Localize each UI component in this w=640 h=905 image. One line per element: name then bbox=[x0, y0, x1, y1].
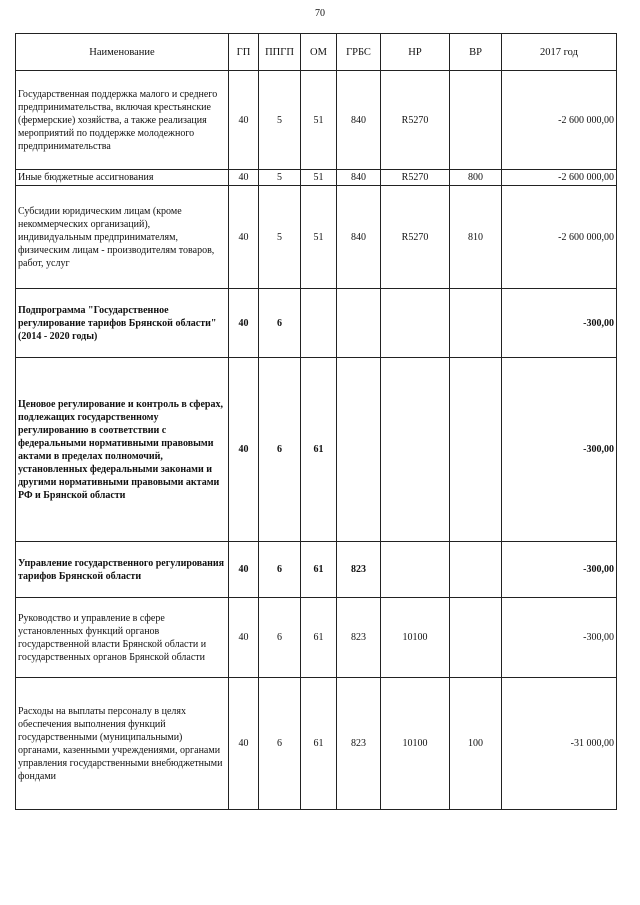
row-nr: R5270 bbox=[381, 186, 450, 289]
row-grbs: 823 bbox=[337, 678, 381, 810]
row-amount: -300,00 bbox=[502, 358, 617, 542]
table-row bbox=[16, 678, 617, 810]
row-vr bbox=[450, 71, 502, 170]
row-om: 51 bbox=[301, 71, 337, 170]
row-ppgp: 6 bbox=[259, 678, 301, 810]
header-ppgp: ППГП bbox=[259, 34, 301, 71]
row-name: Иные бюджетные ассигнования bbox=[16, 170, 229, 186]
row-gp: 40 bbox=[229, 598, 259, 678]
row-amount: -31 000,00 bbox=[502, 678, 617, 810]
header-amount: 2017 год bbox=[502, 34, 617, 71]
row-name: Ценовое регулирование и контроль в сферах, подлежащих государственному регулированию в соответствии с федеральными нормативными правовыми актами в пределах полномочий, установленных федеральными законами и другими нормативными правовыми актами РФ и Брянской области bbox=[16, 358, 229, 542]
row-vr bbox=[450, 358, 502, 542]
table-row bbox=[16, 289, 617, 358]
row-name: Подпрограмма "Государственное регулирование тарифов Брянской области" (2014 - 2020 годы) bbox=[16, 289, 229, 358]
row-grbs: 823 bbox=[337, 598, 381, 678]
header-nr: НР bbox=[381, 34, 450, 71]
row-gp: 40 bbox=[229, 678, 259, 810]
row-ppgp: 6 bbox=[259, 358, 301, 542]
row-vr bbox=[450, 289, 502, 358]
row-gp: 40 bbox=[229, 542, 259, 598]
row-om: 51 bbox=[301, 170, 337, 186]
row-ppgp: 6 bbox=[259, 289, 301, 358]
table-row bbox=[16, 358, 617, 542]
row-nr: R5270 bbox=[381, 71, 450, 170]
table-row bbox=[16, 598, 617, 678]
row-ppgp: 6 bbox=[259, 598, 301, 678]
row-amount: -300,00 bbox=[502, 542, 617, 598]
row-vr: 100 bbox=[450, 678, 502, 810]
row-ppgp: 5 bbox=[259, 71, 301, 170]
row-gp: 40 bbox=[229, 289, 259, 358]
header-row bbox=[16, 34, 617, 71]
page-number: 70 bbox=[315, 8, 325, 19]
row-gp: 40 bbox=[229, 170, 259, 186]
row-nr: R5270 bbox=[381, 170, 450, 186]
row-grbs: 840 bbox=[337, 186, 381, 289]
row-name: Расходы на выплаты персоналу в целях обеспечения выполнения функций государственными (муниципальными) органами, казенными учреждениями, органами управления государственными внебюджетными фондами bbox=[16, 678, 229, 810]
header-om: ОМ bbox=[301, 34, 337, 71]
row-amount: -300,00 bbox=[502, 289, 617, 358]
row-om: 61 bbox=[301, 598, 337, 678]
table-row bbox=[16, 186, 617, 289]
row-grbs: 840 bbox=[337, 170, 381, 186]
budget-table bbox=[15, 33, 617, 810]
row-nr: 10100 bbox=[381, 598, 450, 678]
row-nr: 10100 bbox=[381, 678, 450, 810]
row-grbs bbox=[337, 289, 381, 358]
header-vr: ВР bbox=[450, 34, 502, 71]
row-gp: 40 bbox=[229, 358, 259, 542]
row-amount: -300,00 bbox=[502, 598, 617, 678]
row-name: Руководство и управление в сфере установленных функций органов государственной власти Брянской области и государственных органов Брянской области bbox=[16, 598, 229, 678]
row-nr bbox=[381, 289, 450, 358]
row-name: Государственная поддержка малого и среднего предпринимательства, включая крестьянские (фермерские) хозяйства, а также реализация мероприятий по поддержке молодежного предпринимательства bbox=[16, 71, 229, 170]
row-vr bbox=[450, 598, 502, 678]
row-amount: -2 600 000,00 bbox=[502, 186, 617, 289]
row-gp: 40 bbox=[229, 71, 259, 170]
row-om: 61 bbox=[301, 542, 337, 598]
row-vr bbox=[450, 542, 502, 598]
row-vr: 810 bbox=[450, 186, 502, 289]
row-amount: -2 600 000,00 bbox=[502, 71, 617, 170]
row-ppgp: 5 bbox=[259, 170, 301, 186]
table-row bbox=[16, 71, 617, 170]
row-gp: 40 bbox=[229, 186, 259, 289]
row-amount: -2 600 000,00 bbox=[502, 170, 617, 186]
row-grbs bbox=[337, 358, 381, 542]
row-om bbox=[301, 289, 337, 358]
table-row bbox=[16, 170, 617, 186]
row-grbs: 823 bbox=[337, 542, 381, 598]
header-gp: ГП bbox=[229, 34, 259, 71]
row-om: 51 bbox=[301, 186, 337, 289]
row-ppgp: 6 bbox=[259, 542, 301, 598]
row-name: Управление государственного регулирования тарифов Брянской области bbox=[16, 542, 229, 598]
row-grbs: 840 bbox=[337, 71, 381, 170]
row-om: 61 bbox=[301, 358, 337, 542]
row-nr bbox=[381, 542, 450, 598]
header-name: Наименование bbox=[16, 34, 229, 71]
row-nr bbox=[381, 358, 450, 542]
table-row bbox=[16, 542, 617, 598]
header-grbs: ГРБС bbox=[337, 34, 381, 71]
row-om: 61 bbox=[301, 678, 337, 810]
row-vr: 800 bbox=[450, 170, 502, 186]
row-name: Субсидии юридическим лицам (кроме некоммерческих организаций), индивидуальным предпринимателям, физическим лицам - производителям товаров, работ, услуг bbox=[16, 186, 229, 289]
row-ppgp: 5 bbox=[259, 186, 301, 289]
